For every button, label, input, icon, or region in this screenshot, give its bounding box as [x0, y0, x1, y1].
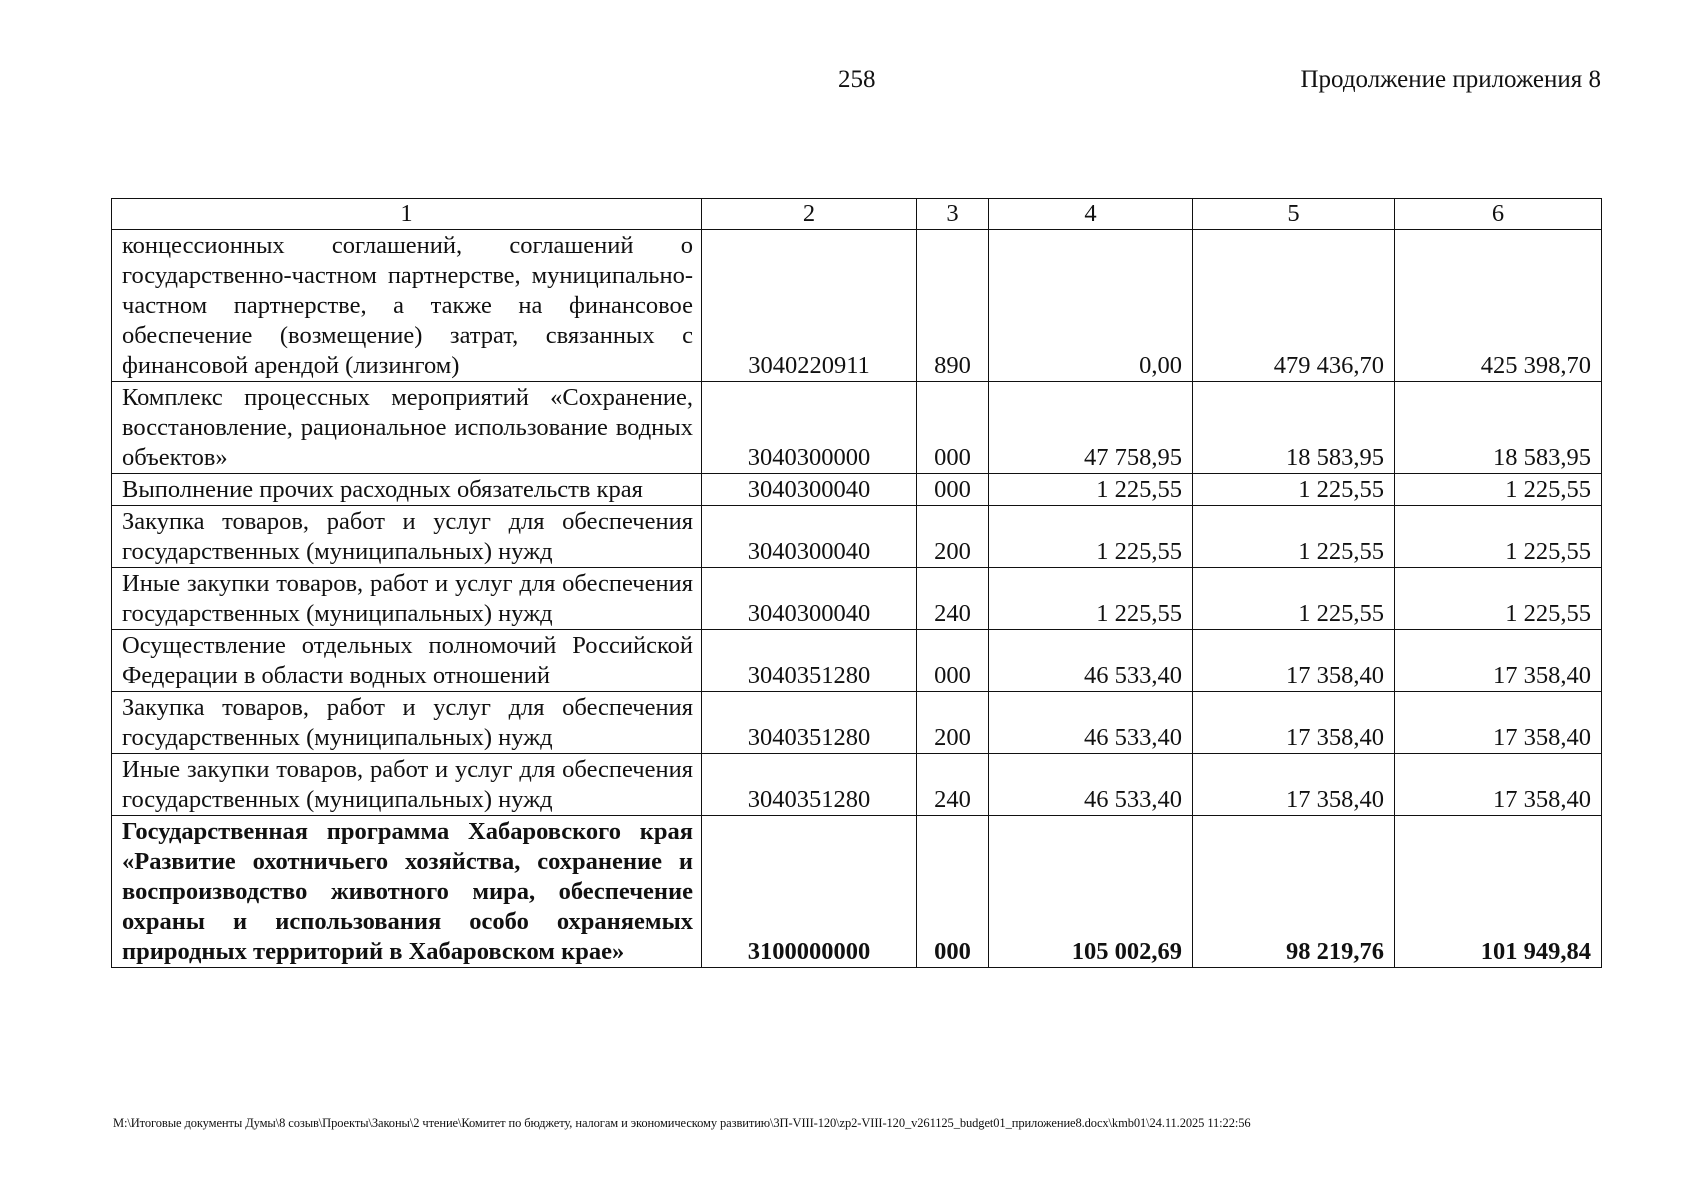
table-row	[112, 692, 1602, 754]
amount-cell: 17 358,40	[1193, 692, 1395, 754]
row-name-cell: Закупка товаров, работ и услуг для обеспечения государственных (муниципальных) нужд	[112, 692, 702, 754]
table-row	[112, 382, 1602, 474]
amount-cell: 98 219,76	[1193, 816, 1395, 968]
amount-cell: 101 949,84	[1395, 816, 1602, 968]
amount-cell: 1 225,55	[1395, 568, 1602, 630]
expense-type-code-cell: 000	[917, 382, 989, 474]
column-header: 4	[989, 199, 1193, 230]
target-article-code-cell: 3040220911	[702, 230, 917, 382]
amount-cell: 46 533,40	[989, 754, 1193, 816]
amount-cell: 18 583,95	[1395, 382, 1602, 474]
row-name-cell: Иные закупки товаров, работ и услуг для обеспечения государственных (муниципальных) нужд	[112, 754, 702, 816]
amount-cell: 17 358,40	[1193, 630, 1395, 692]
table-row	[112, 630, 1602, 692]
amount-cell: 425 398,70	[1395, 230, 1602, 382]
column-header: 3	[917, 199, 989, 230]
amount-cell: 17 358,40	[1395, 754, 1602, 816]
amount-cell: 1 225,55	[989, 474, 1193, 506]
expense-type-code-cell: 200	[917, 692, 989, 754]
row-name-cell: Комплекс процессных мероприятий «Сохранение, восстановление, рациональное использование водных объектов»	[112, 382, 702, 474]
table-row	[112, 506, 1602, 568]
expense-type-code-cell: 000	[917, 816, 989, 968]
page-number: 258	[838, 66, 876, 93]
amount-cell: 18 583,95	[1193, 382, 1395, 474]
target-article-code-cell: 3040351280	[702, 630, 917, 692]
target-article-code-cell: 3040351280	[702, 692, 917, 754]
amount-cell: 479 436,70	[1193, 230, 1395, 382]
target-article-code-cell: 3040300000	[702, 382, 917, 474]
row-name-cell: Закупка товаров, работ и услуг для обеспечения государственных (муниципальных) нужд	[112, 506, 702, 568]
target-article-code-cell: 3040351280	[702, 754, 917, 816]
expense-type-code-cell: 240	[917, 568, 989, 630]
table-row	[112, 474, 1602, 506]
expense-type-code-cell: 200	[917, 506, 989, 568]
amount-cell: 0,00	[989, 230, 1193, 382]
amount-cell: 1 225,55	[1193, 568, 1395, 630]
target-article-code-cell: 3040300040	[702, 568, 917, 630]
row-name-cell: Осуществление отдельных полномочий Российской Федерации в области водных отношений	[112, 630, 702, 692]
expense-type-code-cell: 890	[917, 230, 989, 382]
amount-cell: 1 225,55	[1193, 506, 1395, 568]
target-article-code-cell: 3040300040	[702, 506, 917, 568]
target-article-code-cell: 3040300040	[702, 474, 917, 506]
row-name-cell: Иные закупки товаров, работ и услуг для обеспечения государственных (муниципальных) нужд	[112, 568, 702, 630]
amount-cell: 1 225,55	[1395, 506, 1602, 568]
amount-cell: 17 358,40	[1193, 754, 1395, 816]
amount-cell: 46 533,40	[989, 692, 1193, 754]
document-file-path: M:\Итоговые документы Думы\8 созыв\Проекты\Законы\2 чтение\Комитет по бюджету, налогам и экономическому развитию\3П-VIII-120\zp2-VIII-120_v261125_budget01_приложение8.docx\kmb01\24.11.2025 11:22:56	[113, 1116, 1251, 1130]
table-row	[112, 568, 1602, 630]
amount-cell: 1 225,55	[989, 568, 1193, 630]
amount-cell: 1 225,55	[989, 506, 1193, 568]
amount-cell: 47 758,95	[989, 382, 1193, 474]
column-header: 2	[702, 199, 917, 230]
row-name-cell: концессионных соглашений, соглашений о государственно-частном партнерстве, муниципально-частном партнерстве, а также на финансовое обеспечение (возмещение) затрат, связанных с финансовой арендой (лизингом)	[112, 230, 702, 382]
column-header: 1	[112, 199, 702, 230]
appendix-continuation-title: Продолжение приложения 8	[1300, 66, 1601, 93]
amount-cell: 105 002,69	[989, 816, 1193, 968]
amount-cell: 1 225,55	[1395, 474, 1602, 506]
amount-cell: 46 533,40	[989, 630, 1193, 692]
column-header: 5	[1193, 199, 1395, 230]
column-header: 6	[1395, 199, 1602, 230]
expense-type-code-cell: 240	[917, 754, 989, 816]
budget-table	[111, 198, 1602, 968]
table-row	[112, 816, 1602, 968]
table-header-row	[112, 199, 1602, 230]
amount-cell: 1 225,55	[1193, 474, 1395, 506]
row-name-cell: Государственная программа Хабаровского края «Развитие охотничьего хозяйства, сохранение и воспроизводство животного мира, обеспечение охраны и использования особо охраняемых природных территорий в Хабаровском крае»	[112, 816, 702, 968]
expense-type-code-cell: 000	[917, 630, 989, 692]
table-row	[112, 754, 1602, 816]
amount-cell: 17 358,40	[1395, 630, 1602, 692]
target-article-code-cell: 3100000000	[702, 816, 917, 968]
expense-type-code-cell: 000	[917, 474, 989, 506]
row-name-cell: Выполнение прочих расходных обязательств края	[112, 474, 702, 506]
amount-cell: 17 358,40	[1395, 692, 1602, 754]
table-row	[112, 230, 1602, 382]
